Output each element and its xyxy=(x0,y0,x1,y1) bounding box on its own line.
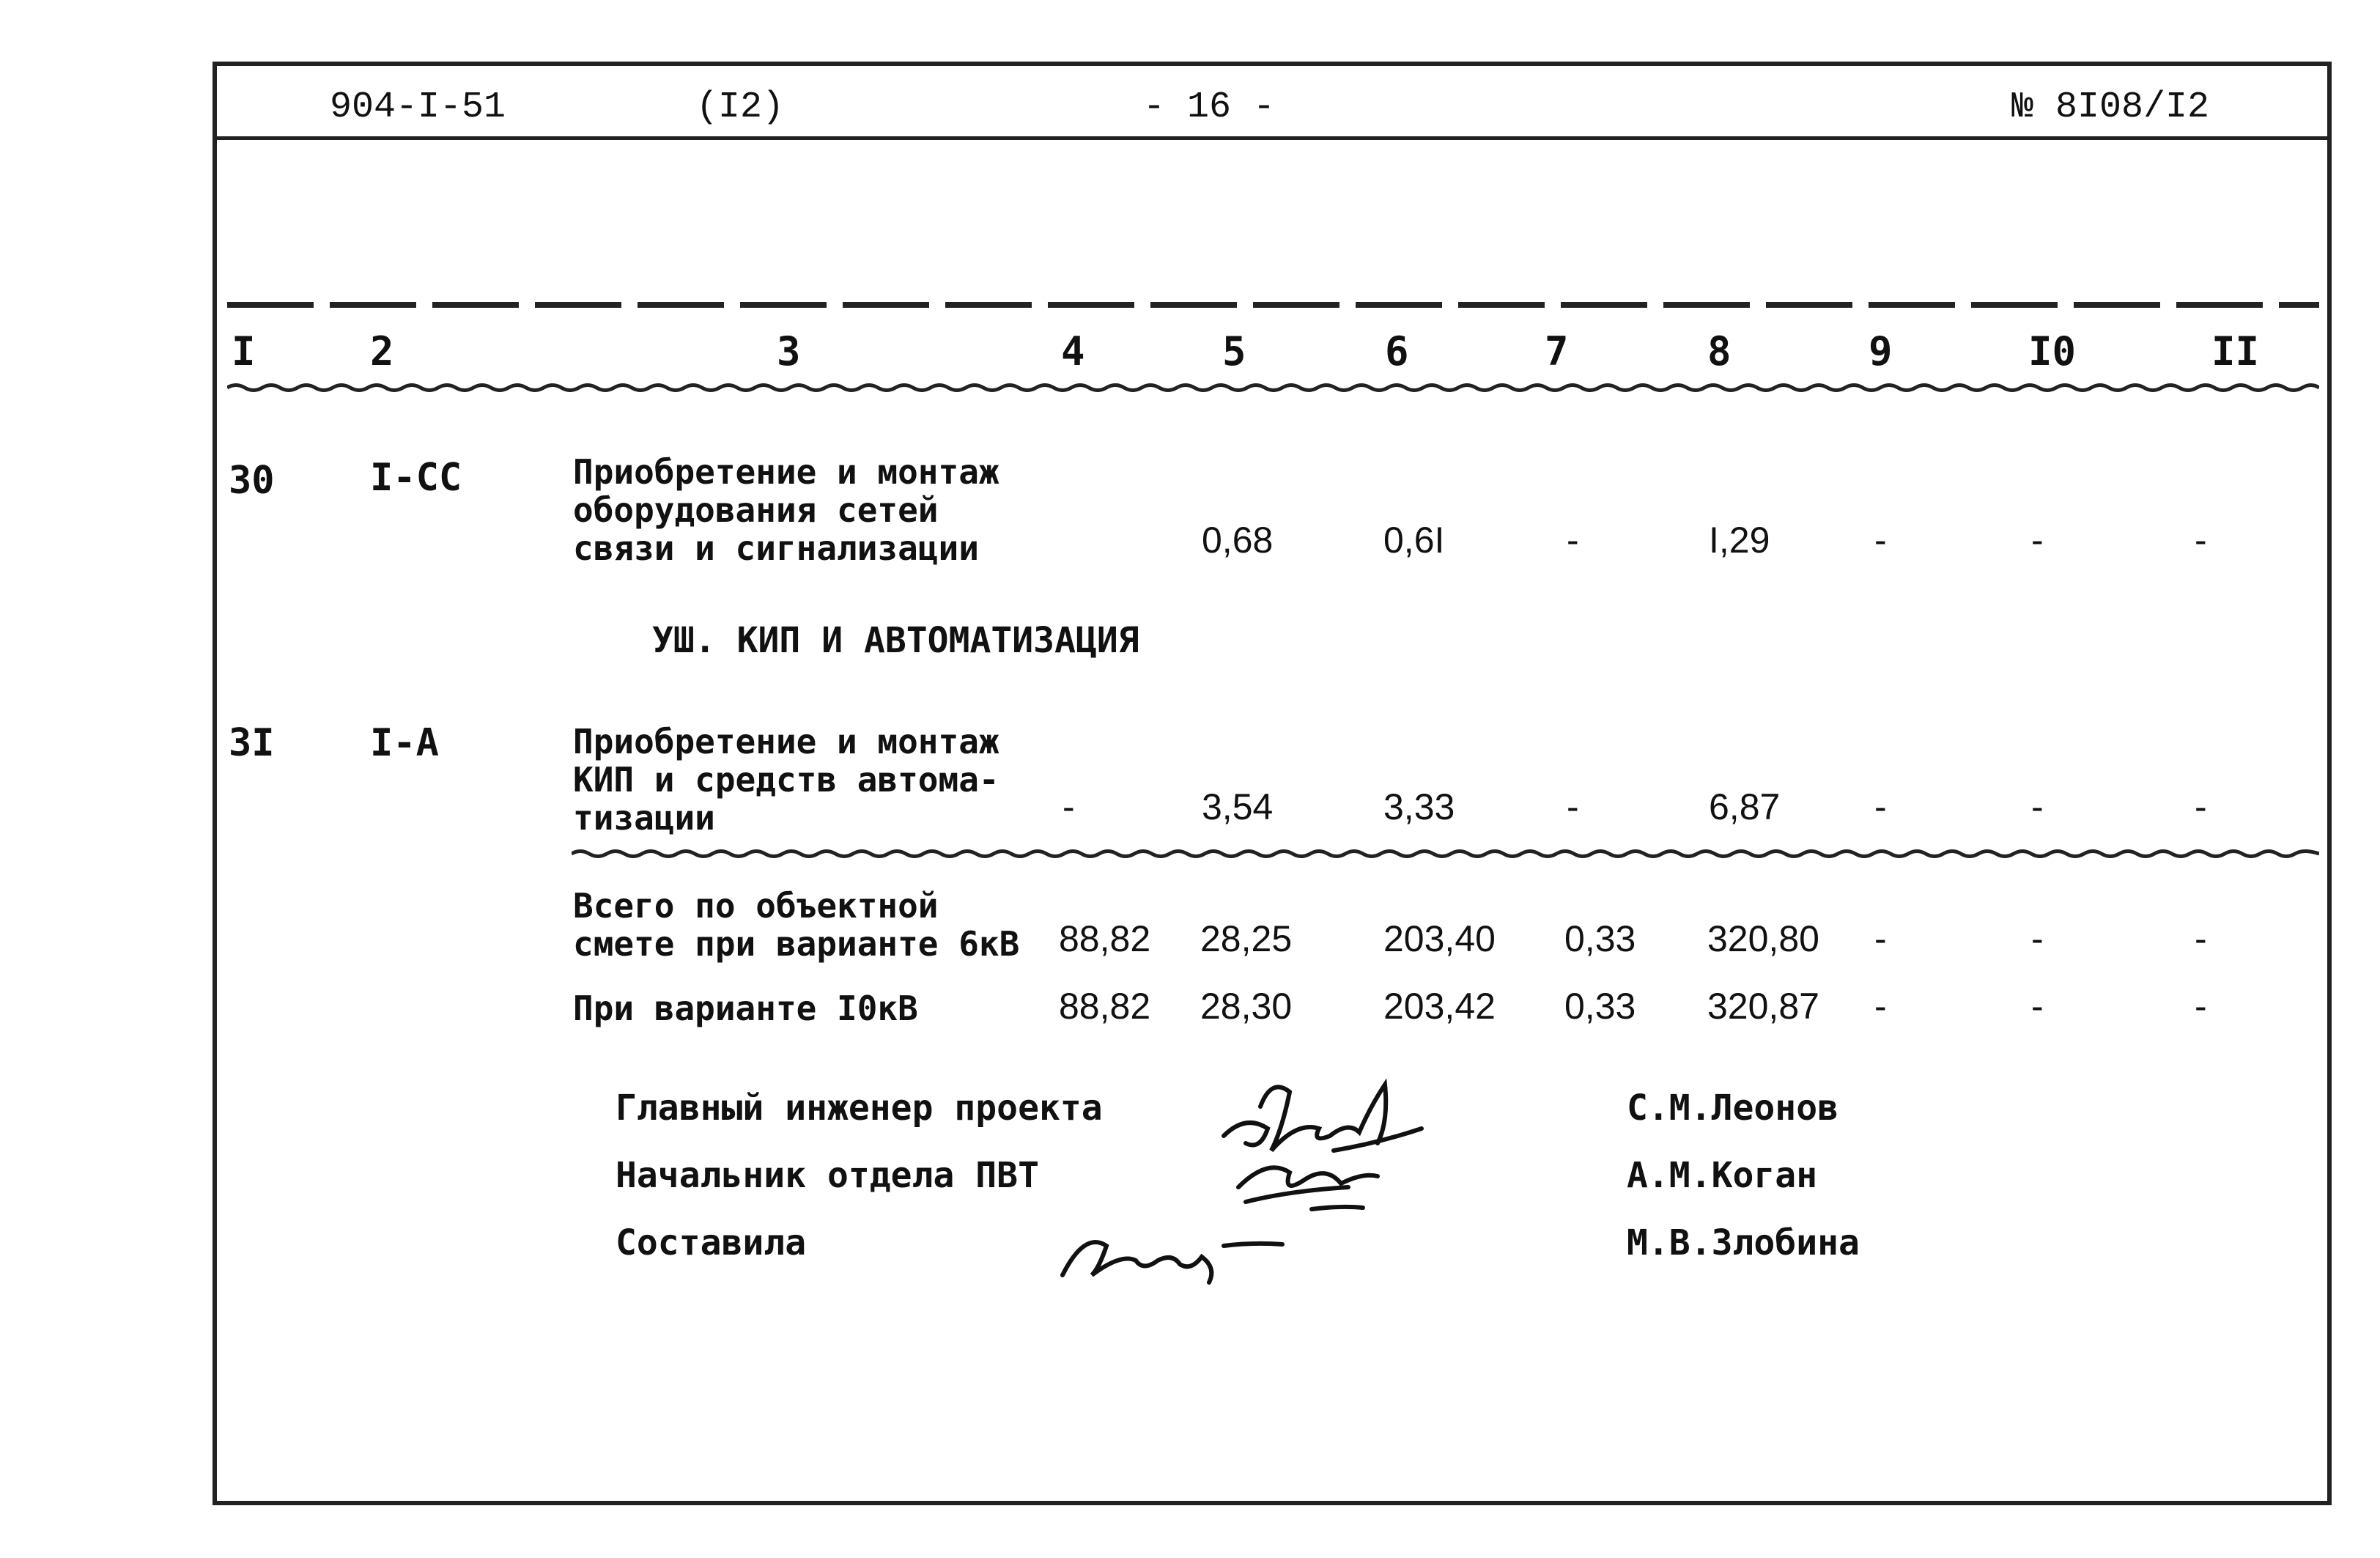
column-header: I xyxy=(232,328,256,374)
signature-role: Начальник отдела ПВТ xyxy=(616,1155,1039,1196)
column-header: 5 xyxy=(1222,328,1246,374)
signature-role: Главный инженер проекта xyxy=(616,1088,1103,1129)
column-header: 9 xyxy=(1869,328,1893,374)
signature-mark-compiler xyxy=(1048,1202,1297,1290)
page-number: - 16 - xyxy=(1143,86,1276,128)
sheet-number: (I2) xyxy=(696,86,785,128)
totals-rule xyxy=(572,849,2319,859)
cell-value: - xyxy=(1062,786,1075,827)
cell-value: 0,33 xyxy=(1564,918,1636,959)
column-header: 8 xyxy=(1707,328,1732,374)
column-bottom-rule xyxy=(227,383,2319,393)
row-number: 3I xyxy=(229,721,275,765)
cell-value: 320,87 xyxy=(1707,986,1819,1027)
cell-value: - xyxy=(1874,986,1887,1027)
cell-value: - xyxy=(2195,986,2207,1027)
column-header: I0 xyxy=(2028,328,2077,374)
cell-value: 203,42 xyxy=(1383,986,1496,1027)
cell-value: - xyxy=(2195,918,2207,959)
section-title: УШ. КИП И АВТОМАТИЗАЦИЯ xyxy=(652,620,1139,661)
header-rule xyxy=(217,136,2327,140)
cell-value: - xyxy=(2031,918,2044,959)
cell-value: - xyxy=(1567,520,1579,561)
cell-value: 0,6I xyxy=(1383,520,1445,561)
row-description: Приобретение и монтаж КИП и средств автома- тизации xyxy=(573,722,999,838)
cell-value: - xyxy=(1567,786,1579,827)
signature-role: Составила xyxy=(616,1222,807,1263)
cell-value: 203,40 xyxy=(1383,918,1496,959)
cell-value: 6,87 xyxy=(1709,786,1781,827)
row-number: 30 xyxy=(229,459,275,503)
totals-label: При варианте I0кВ xyxy=(573,989,918,1028)
cell-value: - xyxy=(1874,520,1887,561)
document-code: 904-I-51 xyxy=(330,86,506,128)
column-top-rule xyxy=(227,302,2319,308)
cell-value: - xyxy=(2031,520,2044,561)
row-code: I-CC xyxy=(370,456,462,500)
cell-value: - xyxy=(2031,986,2044,1027)
cell-value: - xyxy=(1874,786,1887,827)
cell-value: 0,68 xyxy=(1202,520,1274,561)
column-header: 4 xyxy=(1061,328,1085,374)
document-number: № 8I08/I2 xyxy=(2011,86,2210,128)
cell-value: I,29 xyxy=(1709,520,1770,561)
row-description: Приобретение и монтаж оборудования сетей связи и сигнализации xyxy=(573,452,999,568)
column-header: 3 xyxy=(777,328,801,374)
signature-name: М.В.Злобина xyxy=(1627,1222,1860,1263)
cell-value: - xyxy=(1874,918,1887,959)
column-header: II xyxy=(2211,328,2260,374)
row-code: I-A xyxy=(370,721,439,765)
signature-name: С.М.Леонов xyxy=(1627,1088,1838,1129)
column-header: 6 xyxy=(1385,328,1409,374)
column-header: 2 xyxy=(370,328,394,374)
cell-value: 88,82 xyxy=(1059,918,1151,959)
column-header: 7 xyxy=(1545,328,1569,374)
cell-value: 28,25 xyxy=(1200,918,1293,959)
cell-value: 88,82 xyxy=(1059,986,1151,1027)
cell-value: - xyxy=(2031,786,2044,827)
cell-value: 0,33 xyxy=(1564,986,1636,1027)
cell-value: 320,80 xyxy=(1707,918,1819,959)
cell-value: 3,54 xyxy=(1202,786,1274,827)
cell-value: - xyxy=(2195,520,2207,561)
signature-name: А.М.Коган xyxy=(1627,1155,1818,1196)
cell-value: 28,30 xyxy=(1200,986,1293,1027)
totals-label: Всего по объектной смете при варианте 6кВ xyxy=(573,886,1020,964)
cell-value: - xyxy=(2195,786,2207,827)
cell-value: 3,33 xyxy=(1383,786,1455,827)
